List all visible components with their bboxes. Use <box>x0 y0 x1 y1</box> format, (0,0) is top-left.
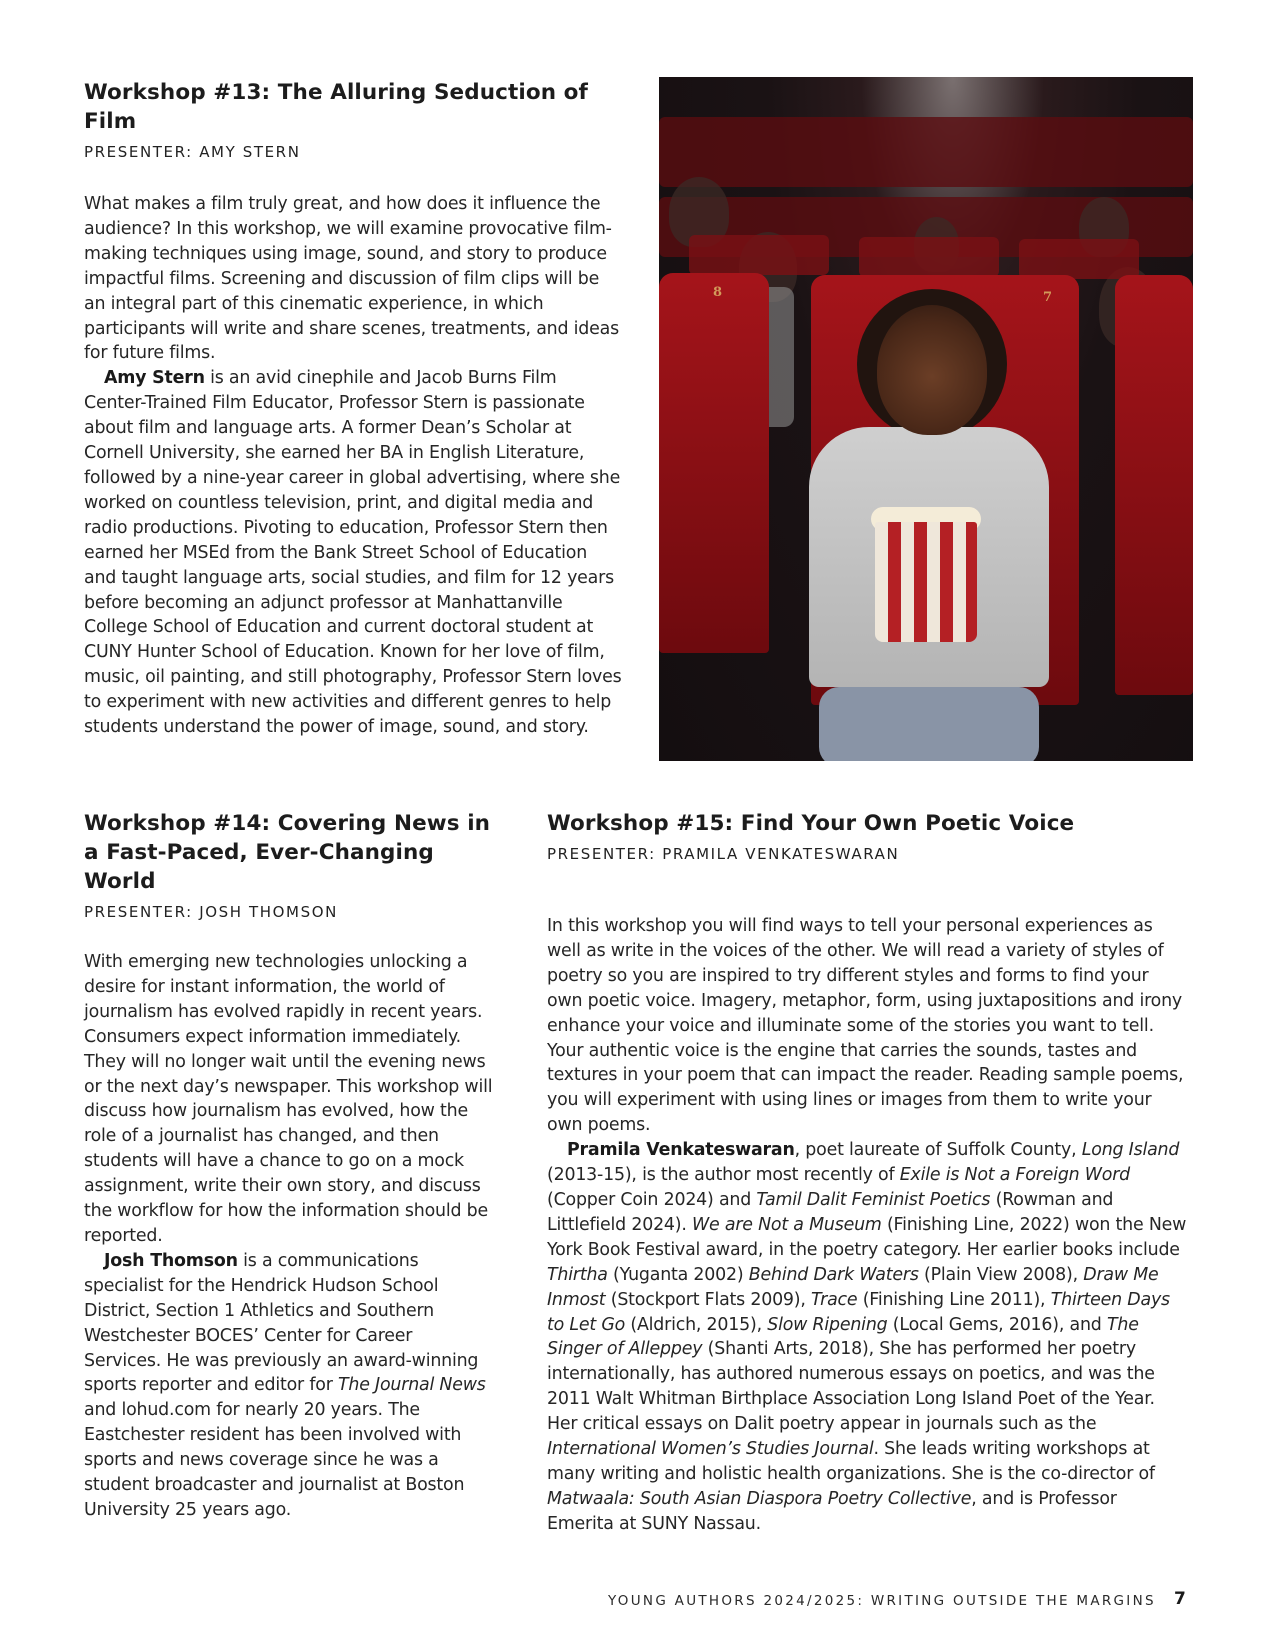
workshop-15-bio <box>547 1138 1187 1537</box>
text-run: (Local Gems, 2016), and <box>887 1314 1107 1335</box>
text-run: (Finishing Line 2011), <box>857 1289 1051 1310</box>
workshop-14-title: Workshop #14: Covering News in a Fast-Paced, Ever-Changing World <box>84 811 491 894</box>
italic-title: Trace <box>811 1289 858 1310</box>
background-seat-row <box>859 237 999 277</box>
workshop-14-description: With emerging new technologies unlocking a desire for instant information, the world of journalism has evolved rapidly in recent years. Consumers expect information immediately. They will no longer wait until the evening news or the next day’s newspaper. This workshop will discuss how journalism has evolved, how the role of a journalist has changed, and then students will have a chance to go on a mock assignment, write their own story, and discuss the workflow for how the information should be reported. <box>84 952 493 1246</box>
text-run: (2013-15), is the author most recently of <box>547 1165 900 1186</box>
workshop-14-body <box>84 950 494 1523</box>
workshop-13-description: What makes a film truly great, and how does it influence the audience? In this workshop, we will examine provocative film-making techniques using image, sound, and story to produce impactful films. Screening and discussion of film clips will be an integral part of this cinematic experience, in which participants will write and share scenes, treatments, and ideas for future films. <box>84 194 619 364</box>
text-run: (Plain View 2008), <box>918 1264 1084 1285</box>
text-run: . She leads writing workshops at many writing and holistic health organizations. She is the co-director of <box>547 1439 1155 1484</box>
text-run: is a communications specialist for the Hendrick Hudson School District, Section 1 Athletics and Southern Westchester BOCES’ Center for Career Services. He was previously an award-winning sports reporter and editor for <box>84 1250 479 1396</box>
workshop-13 <box>84 78 624 740</box>
workshop-15 <box>547 809 1187 1537</box>
text-run: (Stockport Flats 2009), <box>605 1289 812 1310</box>
workshop-14-bio <box>84 1249 494 1523</box>
italic-title: Draw Me Inmost <box>547 1264 1159 1310</box>
girl-face <box>877 305 987 435</box>
movie-theater-photo <box>659 77 1193 761</box>
italic-title: Behind Dark Waters <box>748 1264 919 1285</box>
italic-title: Thirtha <box>547 1264 608 1285</box>
workshop-13-presenter: PRESENTER: AMY STERN <box>84 143 301 161</box>
italic-title: The Journal News <box>337 1375 486 1396</box>
bio-text: is an avid cinephile and Jacob Burns Film Center-Trained Film Educator, Professor Stern is passionate about film and language arts. A former Dean’s Scholar at Cornell University, she earned her BA in English Literature, followed by a nine-year career in global advertising, where she worked on countless television, print, and digital media and radio productions. Pivoting to education, Professor Stern then earned her MSEd from the Bank Street School of Education and taught language arts, social studies, and film for 12 years before becoming an adjunct professor at Manhattanville College School of Education and current doctoral student at CUNY Hunter School of Education. Known for her love of film, music, oil painting, and still photography, Professor Stern loves to experiment with new activities and different genres to help students understand the power of image, sound, and story. <box>84 368 622 738</box>
italic-title: International Women’s Studies Journal <box>547 1439 874 1460</box>
italic-title: We are Not a Museum <box>692 1214 882 1235</box>
italic-title: Matwaala: South Asian Diaspora Poetry Collective <box>547 1488 972 1509</box>
workshop-15-body <box>547 914 1187 1537</box>
page-number: 7 <box>1174 1589 1186 1609</box>
workshop-13-body <box>84 192 624 740</box>
presenter-name: Josh Thomson <box>104 1250 238 1271</box>
theater-seat <box>659 273 769 653</box>
popcorn-bucket <box>875 522 977 642</box>
text-run: , poet laureate of Suffolk County, <box>794 1140 1082 1161</box>
text-run: (Copper Coin 2024) and <box>547 1189 757 1210</box>
text-run: (Finishing Line, 2022) won the New York Book Festival award, in the poetry category. Her earlier books include <box>547 1214 1187 1260</box>
text-run: , and is Professor Emerita at SUNY Nassau. <box>547 1488 1117 1534</box>
workshop-15-title: Workshop #15: Find Your Own Poetic Voice <box>547 811 1075 836</box>
background-seat-row <box>689 235 829 275</box>
italic-title: Thirteen Days to Let Go <box>547 1289 1170 1335</box>
seat-number-7: 7 <box>1043 290 1053 305</box>
bio-text <box>84 1251 486 1520</box>
girl-jeans <box>819 687 1039 761</box>
text-run: (Shanti Arts, 2018), She has performed her poetry internationally, has authored numerous essays on poetics, and was the 2011 Walt Whitman Birthplace Association Long Island Poet of the Year. Her critical essays on Dalit poetry appear in journals such as the <box>547 1339 1155 1435</box>
italic-title: Long Island <box>1081 1140 1180 1161</box>
workshop-13-title: Workshop #13: The Alluring Seduction of Film <box>84 80 589 134</box>
background-seat-row <box>1019 239 1139 279</box>
text-run: (Rowman and Littlefield 2024). <box>547 1189 1114 1235</box>
italic-title: Slow Ripening <box>767 1314 888 1335</box>
workshop-15-presenter: PRESENTER: PRAMILA VENKATESWARAN <box>547 845 900 863</box>
running-footer: YOUNG AUTHORS 2024/2025: WRITING OUTSIDE THE MARGINS <box>608 1593 1156 1609</box>
italic-title: Exile is Not a Foreign Word <box>899 1165 1131 1186</box>
workshop-14 <box>84 809 504 1523</box>
text-run: and lohud.com for nearly 20 years. The Eastchester resident has been involved with sports and news coverage since he was a student broadcaster and journalist at Boston University 25 years ago. <box>84 1400 465 1520</box>
workshop-13-bio <box>84 366 624 740</box>
workshop-14-presenter: PRESENTER: JOSH THOMSON <box>84 903 338 921</box>
italic-title: Tamil Dalit Feminist Poetics <box>756 1189 991 1210</box>
seat-number-8: 8 <box>713 285 723 300</box>
presenter-name: Amy Stern <box>104 368 205 389</box>
bio-text <box>547 1140 1186 1534</box>
text-run: (Aldrich, 2015), <box>625 1314 768 1335</box>
presenter-name: Pramila Venkateswaran <box>567 1140 795 1161</box>
italic-title: The Singer of Alleppey <box>547 1314 1139 1360</box>
text-run: (Yuganta 2002) <box>607 1264 749 1285</box>
theater-seat <box>1115 275 1193 695</box>
background-seat-row <box>659 117 1193 187</box>
workshop-15-description: In this workshop you will find ways to tell your personal experiences as well as write in the voices of the other. We will read a variety of styles of poetry so you are inspired to try different styles and forms to find your own poetic voice. Imagery, metaphor, form, using juxtapositions and irony enhance your voice and illuminate some of the stories you want to tell. Your authentic voice is the engine that carries the sounds, tastes and textures in your poem that can impact the reader. Reading sample poems, you will experiment with using lines or images from them to write your own poems. <box>547 916 1184 1136</box>
